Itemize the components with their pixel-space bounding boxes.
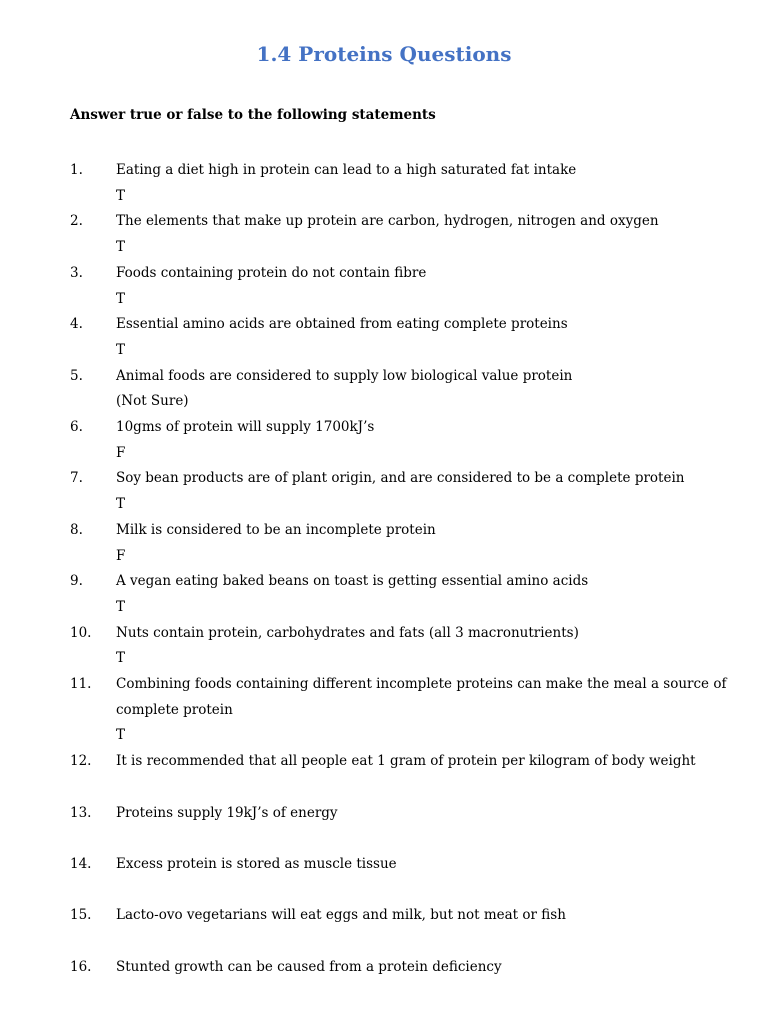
question-body [116, 209, 716, 260]
question-number: 12. [70, 753, 92, 770]
question-body [116, 518, 716, 569]
question-text: Proteins supply 19kJ’s of energy [116, 804, 338, 821]
question-body [116, 364, 716, 415]
question-item [0, 312, 768, 363]
question-body [116, 158, 716, 209]
question-text: Nuts contain protein, carbohydrates and fats (all 3 macronutrients) [116, 624, 579, 641]
question-answer: T [116, 239, 126, 256]
question-text: Milk is considered to be an incomplete protein [116, 521, 436, 538]
question-body [116, 415, 716, 466]
question-number: 5. [70, 367, 83, 384]
question-number: 13. [70, 804, 92, 821]
question-text: Stunted growth can be caused from a protein deficiency [116, 958, 502, 975]
question-answer: T [116, 727, 126, 744]
question-text: Lacto-ovo vegetarians will eat eggs and milk, but not meat or fish [116, 907, 566, 924]
question-list [0, 158, 768, 1006]
question-number: 9. [70, 573, 83, 590]
question-text: complete protein [116, 701, 233, 718]
question-text: Soy bean products are of plant origin, and are considered to be a complete protein [116, 470, 685, 487]
question-answer: T [116, 650, 126, 667]
question-answer: T [116, 290, 126, 307]
question-body [116, 749, 716, 800]
question-item [0, 852, 768, 903]
question-number: 10. [70, 624, 92, 641]
question-item [0, 364, 768, 415]
question-number: 15. [70, 907, 92, 924]
question-number: 7. [70, 470, 83, 487]
question-body [116, 312, 716, 363]
question-item [0, 749, 768, 800]
question-number: 11. [70, 676, 92, 693]
question-body [116, 466, 716, 517]
question-item [0, 261, 768, 312]
question-number: 14. [70, 855, 92, 872]
question-body [116, 621, 716, 672]
question-item [0, 209, 768, 260]
question-item [0, 801, 768, 852]
question-text: Eating a diet high in protein can lead to a high saturated fat intake [116, 162, 577, 178]
question-body [116, 569, 716, 620]
question-body [116, 261, 716, 312]
question-text: Essential amino acids are obtained from eating complete proteins [116, 316, 568, 333]
question-text: 10gms of protein will supply 1700kJ’s [116, 419, 375, 436]
question-answer: T [116, 187, 126, 204]
question-item [0, 158, 768, 209]
question-item [0, 569, 768, 620]
question-answer: (Not Sure) [116, 393, 189, 410]
question-answer [116, 826, 716, 852]
question-item [0, 518, 768, 569]
question-answer [116, 775, 716, 801]
question-answer [116, 878, 716, 904]
question-item [0, 955, 768, 1006]
question-item [0, 466, 768, 517]
question-text: Excess protein is stored as muscle tissue [116, 855, 397, 872]
question-answer [116, 980, 716, 1006]
question-item [0, 903, 768, 954]
question-number: 16. [70, 958, 92, 975]
question-answer: F [116, 444, 126, 461]
question-item [0, 415, 768, 466]
question-text: The elements that make up protein are carbon, hydrogen, nitrogen and oxygen [116, 213, 659, 230]
page-title: 1.4 Proteins Questions [256, 42, 512, 66]
question-number: 1. [70, 162, 83, 178]
question-body [116, 672, 727, 749]
question-body [116, 801, 716, 852]
question-text: Animal foods are considered to supply low biological value protein [116, 367, 573, 384]
question-number: 3. [70, 264, 83, 281]
question-item [0, 672, 768, 749]
question-number: 8. [70, 521, 83, 538]
question-text: Combining foods containing different incomplete proteins can make the meal a source of [116, 676, 727, 693]
question-number: 6. [70, 419, 83, 436]
question-text: It is recommended that all people eat 1 gram of protein per kilogram of body weight [116, 753, 696, 770]
question-number: 4. [70, 316, 83, 333]
question-item [0, 621, 768, 672]
question-body [116, 852, 716, 903]
question-body [116, 903, 716, 954]
question-answer: T [116, 598, 126, 615]
question-answer: T [116, 496, 126, 513]
question-body [116, 955, 716, 1006]
instructions-heading: Answer true or false to the following statements [70, 107, 436, 123]
question-text: A vegan eating baked beans on toast is getting essential amino acids [116, 573, 589, 590]
question-answer: F [116, 547, 126, 564]
question-answer [116, 929, 716, 955]
question-text: Foods containing protein do not contain fibre [116, 264, 427, 281]
question-number: 2. [70, 213, 83, 230]
question-answer: T [116, 341, 126, 358]
